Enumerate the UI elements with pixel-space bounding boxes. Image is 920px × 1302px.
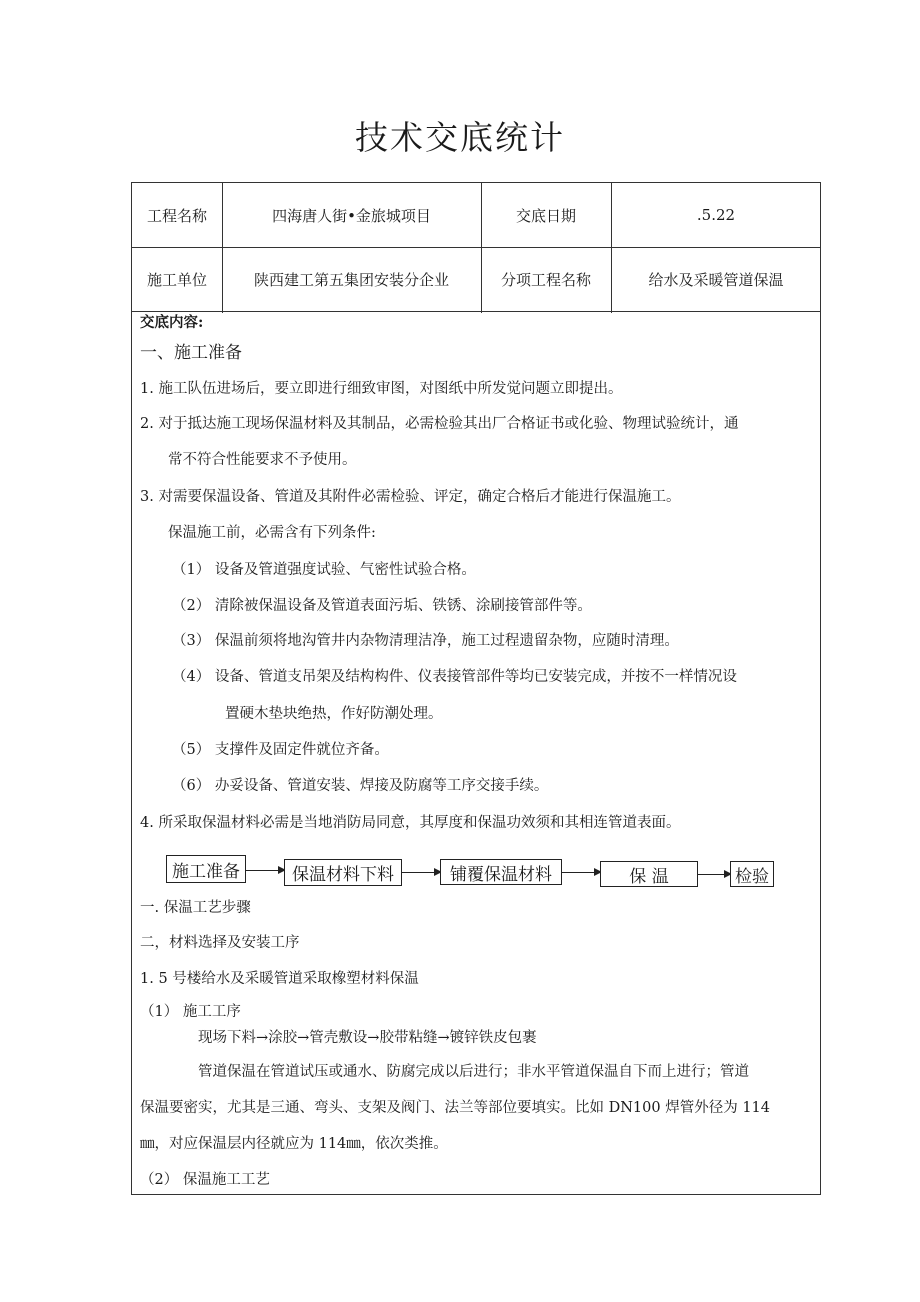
insulation-process-heading: （2） 保温施工工艺	[140, 1172, 270, 1188]
condition-3: （3） 保温前须将地沟管井内杂物清理洁净，施工过程遗留杂物，应随时清理。	[172, 633, 679, 649]
condition-1: （1） 设备及管道强度试验、气密性试验合格。	[172, 562, 476, 578]
flow-step-laying: 铺覆保温材料	[440, 859, 562, 885]
condition-6: （6） 办妥设备、管道安装、焊接及防腐等工序交接手续。	[172, 778, 549, 794]
item-3: 3. 对需要保温设备、管道及其附件必需检验、评定，确定合格后才能进行保温施工。	[140, 489, 681, 505]
project-name-label: 工程名称	[146, 206, 207, 225]
unit-value: 陕西建工第五集团安装分企业	[253, 270, 449, 289]
building-5-item: 1. 5 号楼给水及采暖管道采取橡塑材料保温	[140, 971, 419, 987]
material-selection-heading: 二，材料选择及安装工序	[140, 935, 300, 951]
flow-arrow	[402, 872, 440, 873]
procedure-flow-text: 现场下料→涂胶→管壳敷设→胶带粘缝→镀锌铁皮包裹	[198, 1030, 537, 1046]
row-divider	[132, 311, 820, 312]
unit-label: 施工单位	[146, 270, 207, 289]
section-prepare: 一、施工准备	[140, 343, 242, 363]
flow-step-inspection: 检验	[730, 861, 774, 887]
flow-arrow	[562, 872, 600, 873]
sub-project-label: 分项工程名称	[500, 270, 591, 289]
condition-4-line-1: （4） 设备、管道支吊架及结构构件、仪表接管部件等均已安装完成，并按不一样情况设	[172, 669, 737, 685]
date-label: 交底日期	[515, 206, 576, 225]
flow-step-insulation: 保 温	[600, 861, 698, 887]
condition-4-line-2: 置硬木垫块绝热，作好防潮处理。	[225, 706, 443, 722]
sub-project-value: 给水及采暖管道保温	[648, 270, 784, 289]
conditions-intro: 保温施工前，必需含有下列条件:	[168, 525, 376, 541]
flow-arrow	[698, 874, 730, 875]
paragraph-line-1: 管道保温在管道试压或通水、防腐完成以后进行；非水平管道保温自下而上进行；管道	[198, 1064, 749, 1080]
project-name-value: 四海唐人街•金旅城项目	[272, 206, 431, 225]
date-value: .5.22	[696, 206, 736, 224]
flow-step-cutting: 保温材料下料	[284, 859, 402, 886]
item-1: 1. 施工队伍进场后，要立即进行细致审图，对图纸中所发觉问题立即提出。	[140, 381, 623, 397]
condition-2: （2） 清除被保温设备及管道表面污垢、铁锈、涂刷接管部件等。	[172, 598, 592, 614]
flow-arrow	[246, 870, 284, 871]
content-heading: 交底内容:	[140, 314, 204, 331]
flow-step-prepare: 施工准备	[166, 855, 246, 883]
item-2-line-2: 常不符合性能要求不予使用。	[168, 452, 357, 468]
process-steps-heading: 一. 保温工艺步骤	[140, 900, 251, 916]
item-4: 4. 所采取保温材料必需是当地消防局同意，其厚度和保温功效须和其相连管道表面。	[140, 815, 681, 831]
construction-procedure-heading: （1） 施工工序	[140, 1004, 241, 1020]
document-title: 技术交底统计	[355, 118, 565, 157]
item-2-line-1: 2. 对于抵达施工现场保温材料及其制品，必需检验其出厂合格证书或化验、物理试验统计，通	[140, 416, 739, 432]
condition-5: （5） 支撑件及固定件就位齐备。	[172, 742, 389, 758]
paragraph-line-2: 保温要密实，尤其是三通、弯头、支架及阀门、法兰等部位要填实。比如 DN100 焊管外径为 114	[140, 1100, 770, 1116]
paragraph-line-3: ㎜，对应保温层内径就应为 114㎜，依次类推。	[140, 1136, 448, 1152]
